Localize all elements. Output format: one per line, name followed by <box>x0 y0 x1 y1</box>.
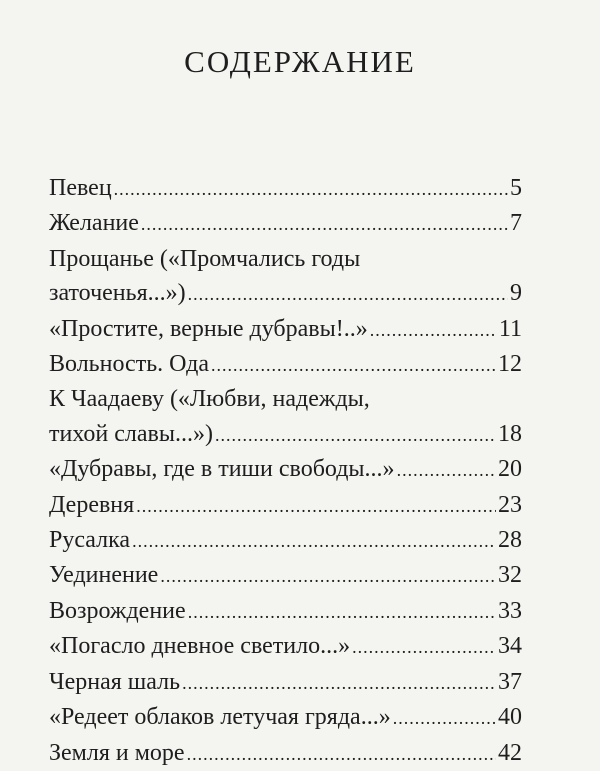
toc-entry <box>49 594 522 629</box>
dot-leader <box>215 418 496 452</box>
toc-entry <box>49 700 522 735</box>
toc-entry <box>49 382 522 452</box>
toc-entry <box>49 665 522 700</box>
dot-leader <box>393 701 496 735</box>
toc-entry <box>49 242 522 312</box>
dot-leader <box>352 630 496 664</box>
toc-entry-title-continued: заточенья...») <box>49 280 186 307</box>
toc-page-number: 20 <box>498 456 522 483</box>
toc-entry <box>49 736 522 771</box>
toc-entry <box>49 347 522 382</box>
toc-entry <box>49 488 522 523</box>
toc-entry <box>49 171 522 206</box>
toc-entry-title: Желание <box>49 210 139 237</box>
dot-leader <box>211 348 496 382</box>
toc-entry-title: Певец <box>49 175 112 201</box>
toc-entry <box>49 629 522 664</box>
dot-leader <box>397 453 496 487</box>
toc-page-number: 12 <box>498 351 522 378</box>
table-of-contents <box>49 171 522 771</box>
toc-entry-title: Прощанье («Промчались годы <box>49 245 361 272</box>
toc-page-number: 33 <box>498 597 522 624</box>
toc-entry <box>49 558 522 593</box>
toc-page-number: 28 <box>498 527 522 554</box>
toc-entry <box>49 523 522 558</box>
toc-entry <box>49 452 522 487</box>
dot-leader <box>114 172 508 206</box>
toc-entry-title: Земля и море <box>49 739 185 766</box>
toc-entry-title: Уединение <box>49 562 159 589</box>
toc-entry-title: «Редеет облаков летучая гряда...» <box>49 704 391 731</box>
toc-entry-title: Черная шаль <box>49 668 181 695</box>
toc-page-number: 18 <box>498 420 522 447</box>
dot-leader <box>187 737 496 771</box>
toc-entry-title: Деревня <box>49 491 135 518</box>
toc-page-number: 34 <box>498 633 522 660</box>
dot-leader <box>160 559 496 593</box>
toc-entry-title: «Простите, верные дубравы!..» <box>49 315 368 342</box>
toc-page-number: 40 <box>498 704 522 731</box>
toc-page-number: 5 <box>510 175 522 201</box>
dot-leader <box>188 277 508 311</box>
toc-entry-title: Русалка <box>49 527 131 554</box>
toc-entry-title: Вольность. Ода <box>49 351 210 378</box>
toc-entry-title: Возрождение <box>49 597 186 624</box>
toc-page-number: 11 <box>498 315 522 342</box>
toc-page-number: 32 <box>498 562 522 589</box>
dot-leader <box>370 313 497 347</box>
toc-page-number: 7 <box>510 210 522 237</box>
dot-leader <box>141 207 508 241</box>
toc-page-number: 42 <box>498 739 522 766</box>
toc-page-number: 23 <box>498 491 522 518</box>
toc-entry-title: «Погасло дневное светило...» <box>49 633 351 660</box>
toc-page-number: 9 <box>510 280 522 307</box>
toc-entry-title: К Чаадаеву («Любви, надежды, <box>49 386 370 413</box>
dot-leader <box>188 595 496 629</box>
toc-entry-title: «Дубравы, где в тиши свободы...» <box>49 456 395 483</box>
dot-leader <box>182 666 496 700</box>
dot-leader <box>132 524 496 558</box>
dot-leader <box>136 489 496 523</box>
toc-entry-title-continued: тихой славы...») <box>49 420 213 447</box>
toc-entry <box>49 312 522 347</box>
toc-page-number: 37 <box>498 668 522 695</box>
page-title: СОДЕРЖАНИЕ <box>184 44 416 79</box>
toc-entry <box>49 206 522 241</box>
